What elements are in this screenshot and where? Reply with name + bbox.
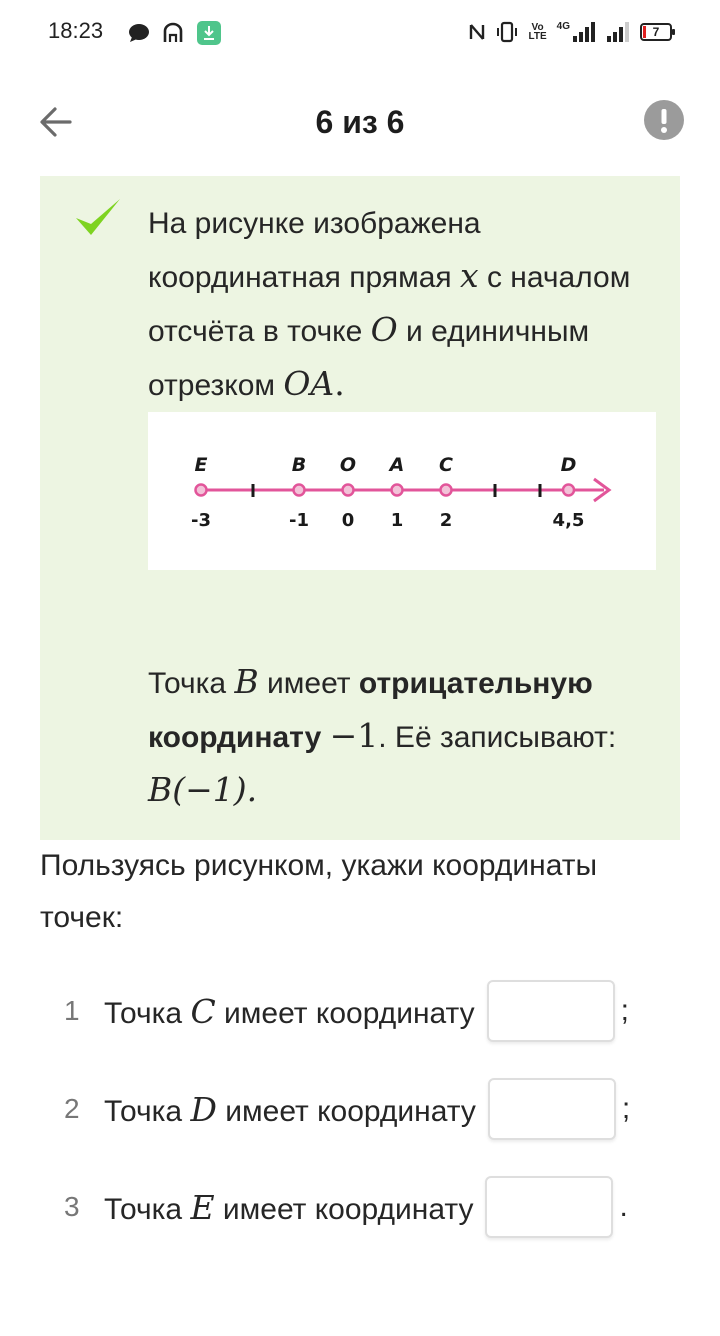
point-label-d: D [560, 454, 577, 476]
download-icon [196, 20, 222, 46]
row-number: 3 [64, 1191, 80, 1222]
top-bar [0, 90, 720, 154]
answer-row-3 [64, 1173, 628, 1241]
var-oa: OA [283, 364, 335, 403]
volte-indicator [529, 23, 547, 41]
coord-label-o: 0 [341, 510, 355, 531]
point-e [196, 485, 207, 496]
point-label-o: O [339, 454, 357, 476]
status-time: 18:23 [48, 18, 104, 43]
row-var: C [190, 991, 216, 1031]
point-d [563, 485, 574, 496]
exclamation-icon [644, 100, 684, 140]
page-counter: 6 из 6 [315, 104, 405, 140]
var-o: O [370, 310, 398, 349]
network-indicator [557, 22, 596, 42]
number-line [148, 412, 656, 570]
battery-icon [640, 22, 676, 42]
coord-label-a: 1 [390, 510, 404, 531]
coord-label-b: -1 [289, 510, 309, 531]
row-text-after: имеет координату [216, 1094, 476, 1128]
coord-label-d: 4,5 [552, 510, 585, 531]
theory-card [40, 176, 680, 840]
row-text-before: Точка [104, 996, 191, 1030]
theory-note [148, 656, 668, 818]
row-punct: ; [620, 994, 629, 1027]
intro-text-2: с началом отсчёта в точке [148, 261, 631, 348]
row-label [104, 1090, 476, 1129]
note-text-2: имеет [258, 667, 359, 700]
volte-line1: Vo [531, 22, 544, 33]
answer-input-c[interactable] [487, 980, 615, 1042]
answer-input-d[interactable] [488, 1078, 616, 1140]
coord-label-e: -3 [191, 510, 211, 531]
note-text-1: Точка [148, 667, 235, 700]
point-label-a: A [389, 454, 405, 476]
intro-text-3: и единичным отрезком [148, 315, 590, 402]
checkmark-icon [74, 196, 122, 240]
point-label-e: E [194, 454, 208, 476]
intro-text-4: . [334, 364, 345, 403]
number-line-figure [148, 412, 656, 570]
row-text-before: Точка [104, 1192, 191, 1226]
task-prompt: Пользуясь рисунком, укажи координаты точек: [40, 849, 598, 934]
answer-row-2 [64, 1075, 630, 1143]
info-button[interactable] [644, 100, 684, 140]
nfc-icon [469, 21, 485, 43]
row-punct: . [619, 1190, 628, 1223]
row-text-after: имеет координату [215, 996, 475, 1030]
battery-level: 7 [652, 25, 660, 39]
point-a [392, 485, 403, 496]
row-text-before: Точка [104, 1094, 191, 1128]
note-var-b: B [234, 662, 259, 701]
point-c [441, 485, 452, 496]
status-bar [0, 0, 720, 64]
signal-strength-icon-1 [572, 22, 596, 42]
note-record: B(−1). [148, 770, 258, 809]
row-var: E [190, 1187, 215, 1227]
signal-strength-icon-2 [606, 22, 630, 42]
note-text-3 [321, 721, 329, 754]
row-label [104, 1188, 473, 1227]
point-o [343, 485, 354, 496]
row-var: D [190, 1089, 217, 1129]
row-punct: ; [621, 1092, 631, 1125]
chat-bubble-icon [128, 23, 150, 43]
network-type: 4G [556, 21, 570, 32]
volte-line2: LTE [528, 31, 547, 42]
point-b [294, 485, 305, 496]
point-label-b: B [291, 454, 307, 476]
intro-text-1: На рисунке изображена координатная прямая [148, 207, 481, 294]
row-text-after: имеет координату [214, 1192, 474, 1226]
note-text-4: . Её записывают: [378, 721, 617, 754]
vibrate-icon [495, 21, 519, 43]
coord-label-c: 2 [439, 510, 453, 531]
theory-intro [148, 198, 648, 412]
answer-input-e[interactable] [485, 1176, 613, 1238]
row-number: 1 [64, 995, 80, 1026]
row-number: 2 [64, 1093, 80, 1124]
row-label [104, 992, 475, 1031]
point-label-c: C [439, 454, 453, 476]
note-value: −1 [329, 716, 379, 755]
note-bold: отрицательную координату [148, 667, 593, 754]
answer-row-1 [64, 977, 629, 1045]
var-x: x [459, 256, 479, 295]
vpn-arch-icon [162, 22, 184, 44]
